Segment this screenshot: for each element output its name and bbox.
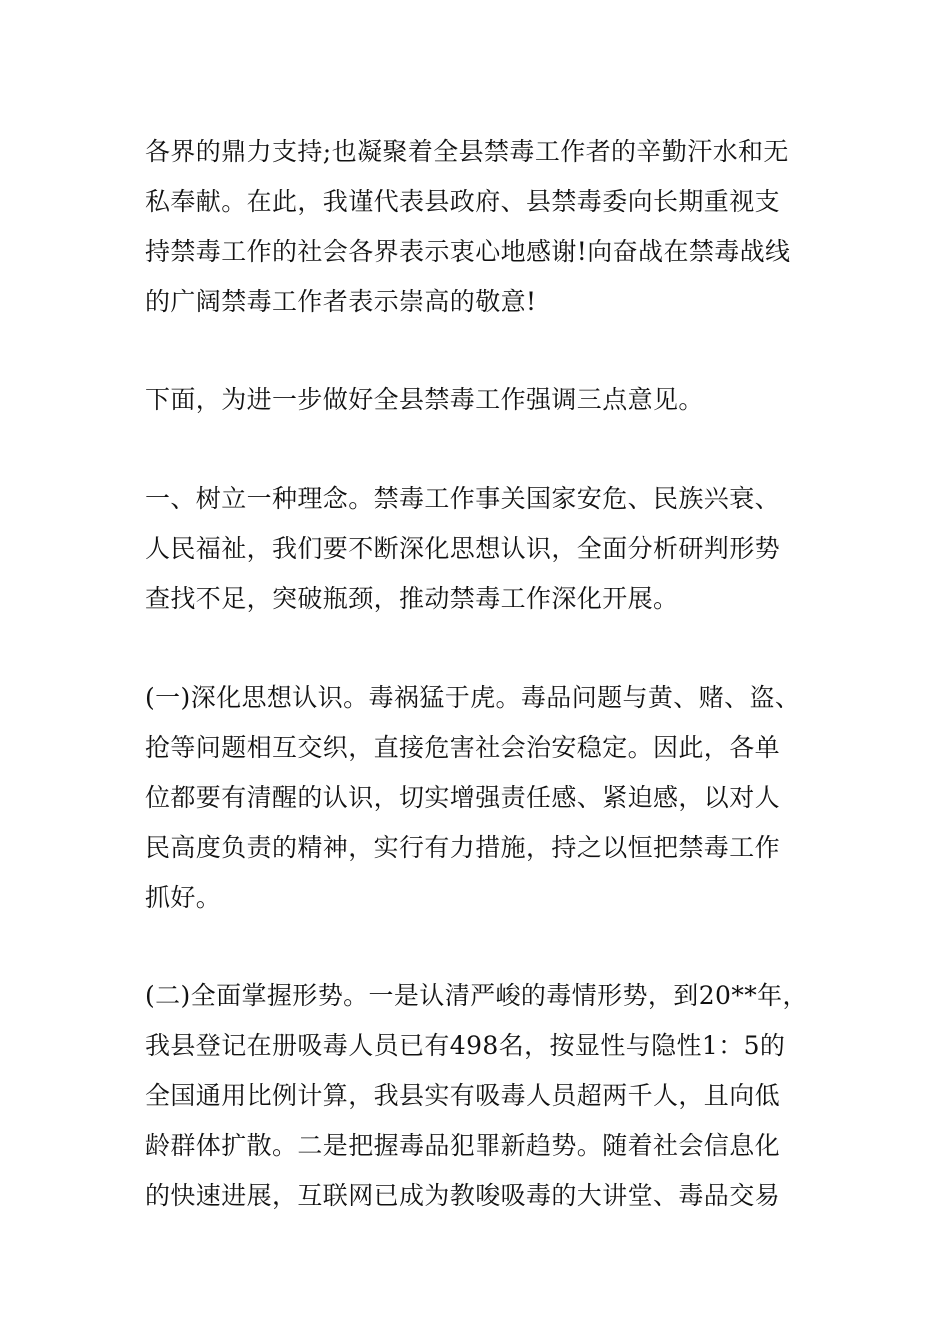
text-line: 一、树立一种理念。禁毒工作事关国家安危、民族兴衰、 bbox=[145, 484, 781, 513]
text-line: (一)深化思想认识。毒祸猛于虎。毒品问题与黄、赌、盗、 bbox=[145, 683, 801, 712]
text-line: 的广阔禁毒工作者表示崇高的敬意! bbox=[145, 287, 537, 316]
paragraph-acknowledgement bbox=[145, 127, 825, 327]
text-line: 位都要有清醒的认识，切实增强责任感、紧迫感，以对人 bbox=[145, 783, 781, 812]
text-line: 全国通用比例计算，我县实有吸毒人员超两千人，且向低 bbox=[145, 1081, 781, 1110]
text-line: (二)全面掌握形势。一是认清严峻的毒情形势，到20**年， bbox=[145, 981, 808, 1010]
text-line: 民高度负责的精神，实行有力措施，持之以恒把禁毒工作 bbox=[145, 833, 781, 862]
text-line: 各界的鼎力支持;也凝聚着全县禁毒工作者的辛勤汗水和无 bbox=[145, 137, 789, 166]
text-line: 持禁毒工作的社会各界表示衷心地感谢!向奋战在禁毒战线 bbox=[145, 237, 791, 266]
text-line: 下面，为进一步做好全县禁毒工作强调三点意见。 bbox=[145, 385, 704, 414]
text-line: 抓好。 bbox=[145, 883, 222, 912]
text-line: 私奉献。在此，我谨代表县政府、县禁毒委向长期重视支 bbox=[145, 187, 781, 216]
text-line: 抢等问题相互交织，直接危害社会治安稳定。因此，各单 bbox=[145, 733, 781, 762]
text-line: 人民福祉，我们要不断深化思想认识，全面分析研判形势 bbox=[145, 534, 781, 563]
text-line: 我县登记在册吸毒人员已有498名，按显性与隐性1：5的 bbox=[145, 1031, 786, 1060]
paragraph-intro bbox=[145, 375, 825, 425]
paragraph-section-one bbox=[145, 474, 825, 624]
text-line: 查找不足，突破瓶颈，推动禁毒工作深化开展。 bbox=[145, 584, 679, 613]
text-line: 龄群体扩散。二是把握毒品犯罪新趋势。随着社会信息化 bbox=[145, 1131, 781, 1160]
paragraph-subsection-1 bbox=[145, 673, 825, 923]
text-line: 的快速进展，互联网已成为教唆吸毒的大讲堂、毒品交易 bbox=[145, 1181, 781, 1210]
paragraph-subsection-2 bbox=[145, 971, 825, 1221]
